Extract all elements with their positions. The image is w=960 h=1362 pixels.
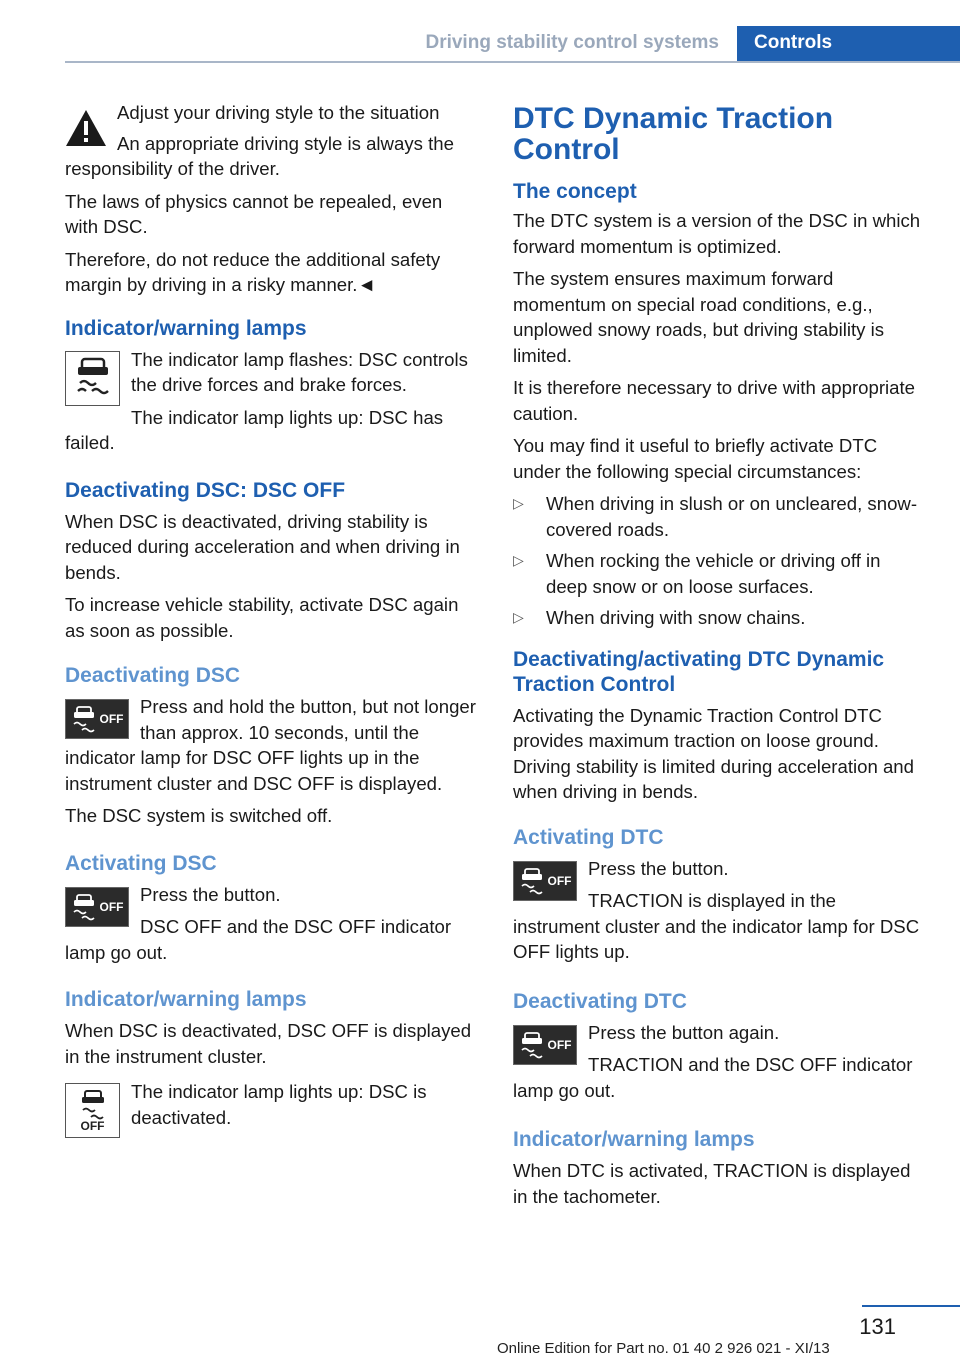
off-label: OFF — [99, 712, 124, 726]
heading-indicator-lamps-1: Indicator/warning lamps — [65, 316, 307, 340]
triangle-bullet-icon: ▷ — [513, 495, 524, 511]
skidding-car-icon — [71, 893, 97, 921]
traction-displayed-text: TRACTION is displayed in the instrument cluster and the indicator lamp for DSC OFF lights up. — [513, 890, 920, 962]
list-item: ▷ When rocking the vehicle or driving off in deep snow or on loose surfaces. — [513, 550, 881, 597]
dsc-off-lamp-icon — [65, 1083, 120, 1138]
header-section-title: Driving stability control systems — [425, 32, 719, 53]
press-hold-text: Press and hold the button, but not longer than approx. 10 seconds, until the indicator lamp for DSC OFF lights up in the instrument cluster and DSC OFF is displayed. — [65, 696, 476, 794]
warning-note — [65, 100, 477, 182]
paragraph-traction-tachometer: When DTC is activated, TRACTION is displayed in the tachometer. — [513, 1160, 911, 1207]
skidding-car-icon — [71, 705, 97, 733]
paragraph-concept-3: It is therefore necessary to drive with appropriate caution. — [513, 377, 916, 424]
dsc-off-button-icon — [513, 1025, 577, 1065]
lamp-lights-up-text: The indicator lamp lights up: DSC has failed. — [65, 406, 444, 453]
lamp-deactivated-text: The indicator lamp lights up: DSC is deactivated. — [131, 1081, 427, 1128]
dsc-lamp-icon — [65, 351, 120, 406]
heading-deactivating-activating-dtc: Deactivating/activating DTC Dynamic Traction Control — [513, 647, 885, 696]
paragraph-concept-4: You may find it useful to briefly activate DTC under the following special circumstances: — [513, 435, 878, 482]
circumstances-list — [513, 491, 925, 631]
lamp-flashes-text: The indicator lamp flashes: DSC controls the drive forces and brake forces. — [131, 348, 468, 395]
heading-activating-dtc: Activating DTC — [513, 825, 664, 849]
left-column — [65, 100, 477, 1142]
page-number: 131 — [859, 1314, 896, 1339]
list-item: ▷ When driving in slush or on uncleared, snow-covered roads. — [513, 493, 918, 540]
skidding-car-icon — [519, 867, 545, 895]
heading-indicator-lamps-2: Indicator/warning lamps — [65, 988, 307, 1011]
off-label: OFF — [80, 1118, 105, 1133]
list-item: ▷ When driving with snow chains. — [513, 605, 925, 631]
heading-concept: The concept — [513, 180, 637, 203]
skidding-car-icon — [78, 1090, 108, 1120]
warning-text: An appropriate driving style is always the responsibility of the driver. — [65, 132, 454, 179]
off-label: OFF — [547, 1037, 572, 1052]
heading-dtc: DTC Dynamic Traction Control — [513, 102, 834, 166]
skidding-car-icon — [73, 357, 113, 399]
button-note-deactivate — [65, 694, 477, 796]
header-rule — [65, 61, 960, 63]
lamp-note-1 — [65, 347, 477, 456]
footer-rule — [862, 1305, 960, 1307]
heading-deactivating-dtc: Deactivating DTC — [513, 989, 687, 1013]
header-chapter-tab: Controls — [737, 26, 960, 62]
heading-indicator-lamps-3: Indicator/warning lamps — [513, 1128, 755, 1151]
paragraph-safety-margin: Therefore, do not reduce the additional safety margin by driving in a risky manner.◄ — [65, 248, 441, 295]
paragraph-dsc-off-displayed: When DSC is deactivated, DSC OFF is displayed in the instrument cluster. — [65, 1020, 472, 1067]
warning-triangle-icon — [65, 108, 107, 148]
heading-deactivating-dsc: Deactivating DSC — [65, 664, 241, 687]
paragraph-concept-2: The system ensures maximum forward momentum on special road conditions, e.g., unplowed snowy roads, but driving stability is limited. — [513, 268, 885, 366]
skidding-car-icon — [519, 1031, 545, 1059]
warning-title: Adjust your driving style to the situation — [117, 102, 440, 123]
press-button-text: Press the button. — [588, 857, 729, 879]
right-column — [513, 100, 925, 1216]
press-again-text: Press the button again. — [588, 1021, 780, 1043]
paragraph-dtc-traction: Activating the Dynamic Traction Control DTC provides maximum traction on loose ground. Driving stability is limited during acceleration and when driving in bends. — [513, 704, 914, 802]
lamp-note-2 — [65, 1079, 477, 1133]
paragraph-physics: The laws of physics cannot be repealed, even with DSC. — [65, 190, 443, 237]
heading-deactivating-dsc-off: Deactivating DSC: DSC OFF — [65, 478, 346, 502]
dsc-off-goes-out-text: DSC OFF and the DSC OFF indicator lamp go out. — [65, 916, 452, 963]
triangle-bullet-icon: ▷ — [513, 552, 524, 568]
button-note-activate — [65, 882, 477, 966]
heading-activating-dsc: Activating DSC — [65, 851, 217, 875]
off-label: OFF — [99, 899, 124, 914]
dsc-off-button-icon — [513, 861, 577, 901]
dsc-off-button-icon — [65, 699, 129, 739]
edition-note: Online Edition for Part no. 01 40 2 926 021 - XI/13 — [497, 1340, 830, 1357]
button-note-deactivate-dtc — [513, 1020, 925, 1104]
paragraph-increase-stability: To increase vehicle stability, activate DSC again as soon as possible. — [65, 594, 459, 641]
button-note-activate-dtc — [513, 856, 925, 965]
paragraph-switched-off: The DSC system is switched off. — [65, 805, 333, 826]
dsc-off-button-icon — [65, 887, 129, 927]
off-label: OFF — [547, 873, 572, 888]
paragraph-concept-1: The DTC system is a version of the DSC in which forward momentum is optimized. — [513, 210, 921, 257]
traction-goes-out-text: TRACTION and the DSC OFF indicator lamp go out. — [513, 1054, 913, 1101]
triangle-bullet-icon: ▷ — [513, 609, 524, 625]
press-button-text: Press the button. — [140, 883, 281, 905]
paragraph-deactivated-stability: When DSC is deactivated, driving stability is reduced during acceleration and when driving in bends. — [65, 510, 460, 583]
